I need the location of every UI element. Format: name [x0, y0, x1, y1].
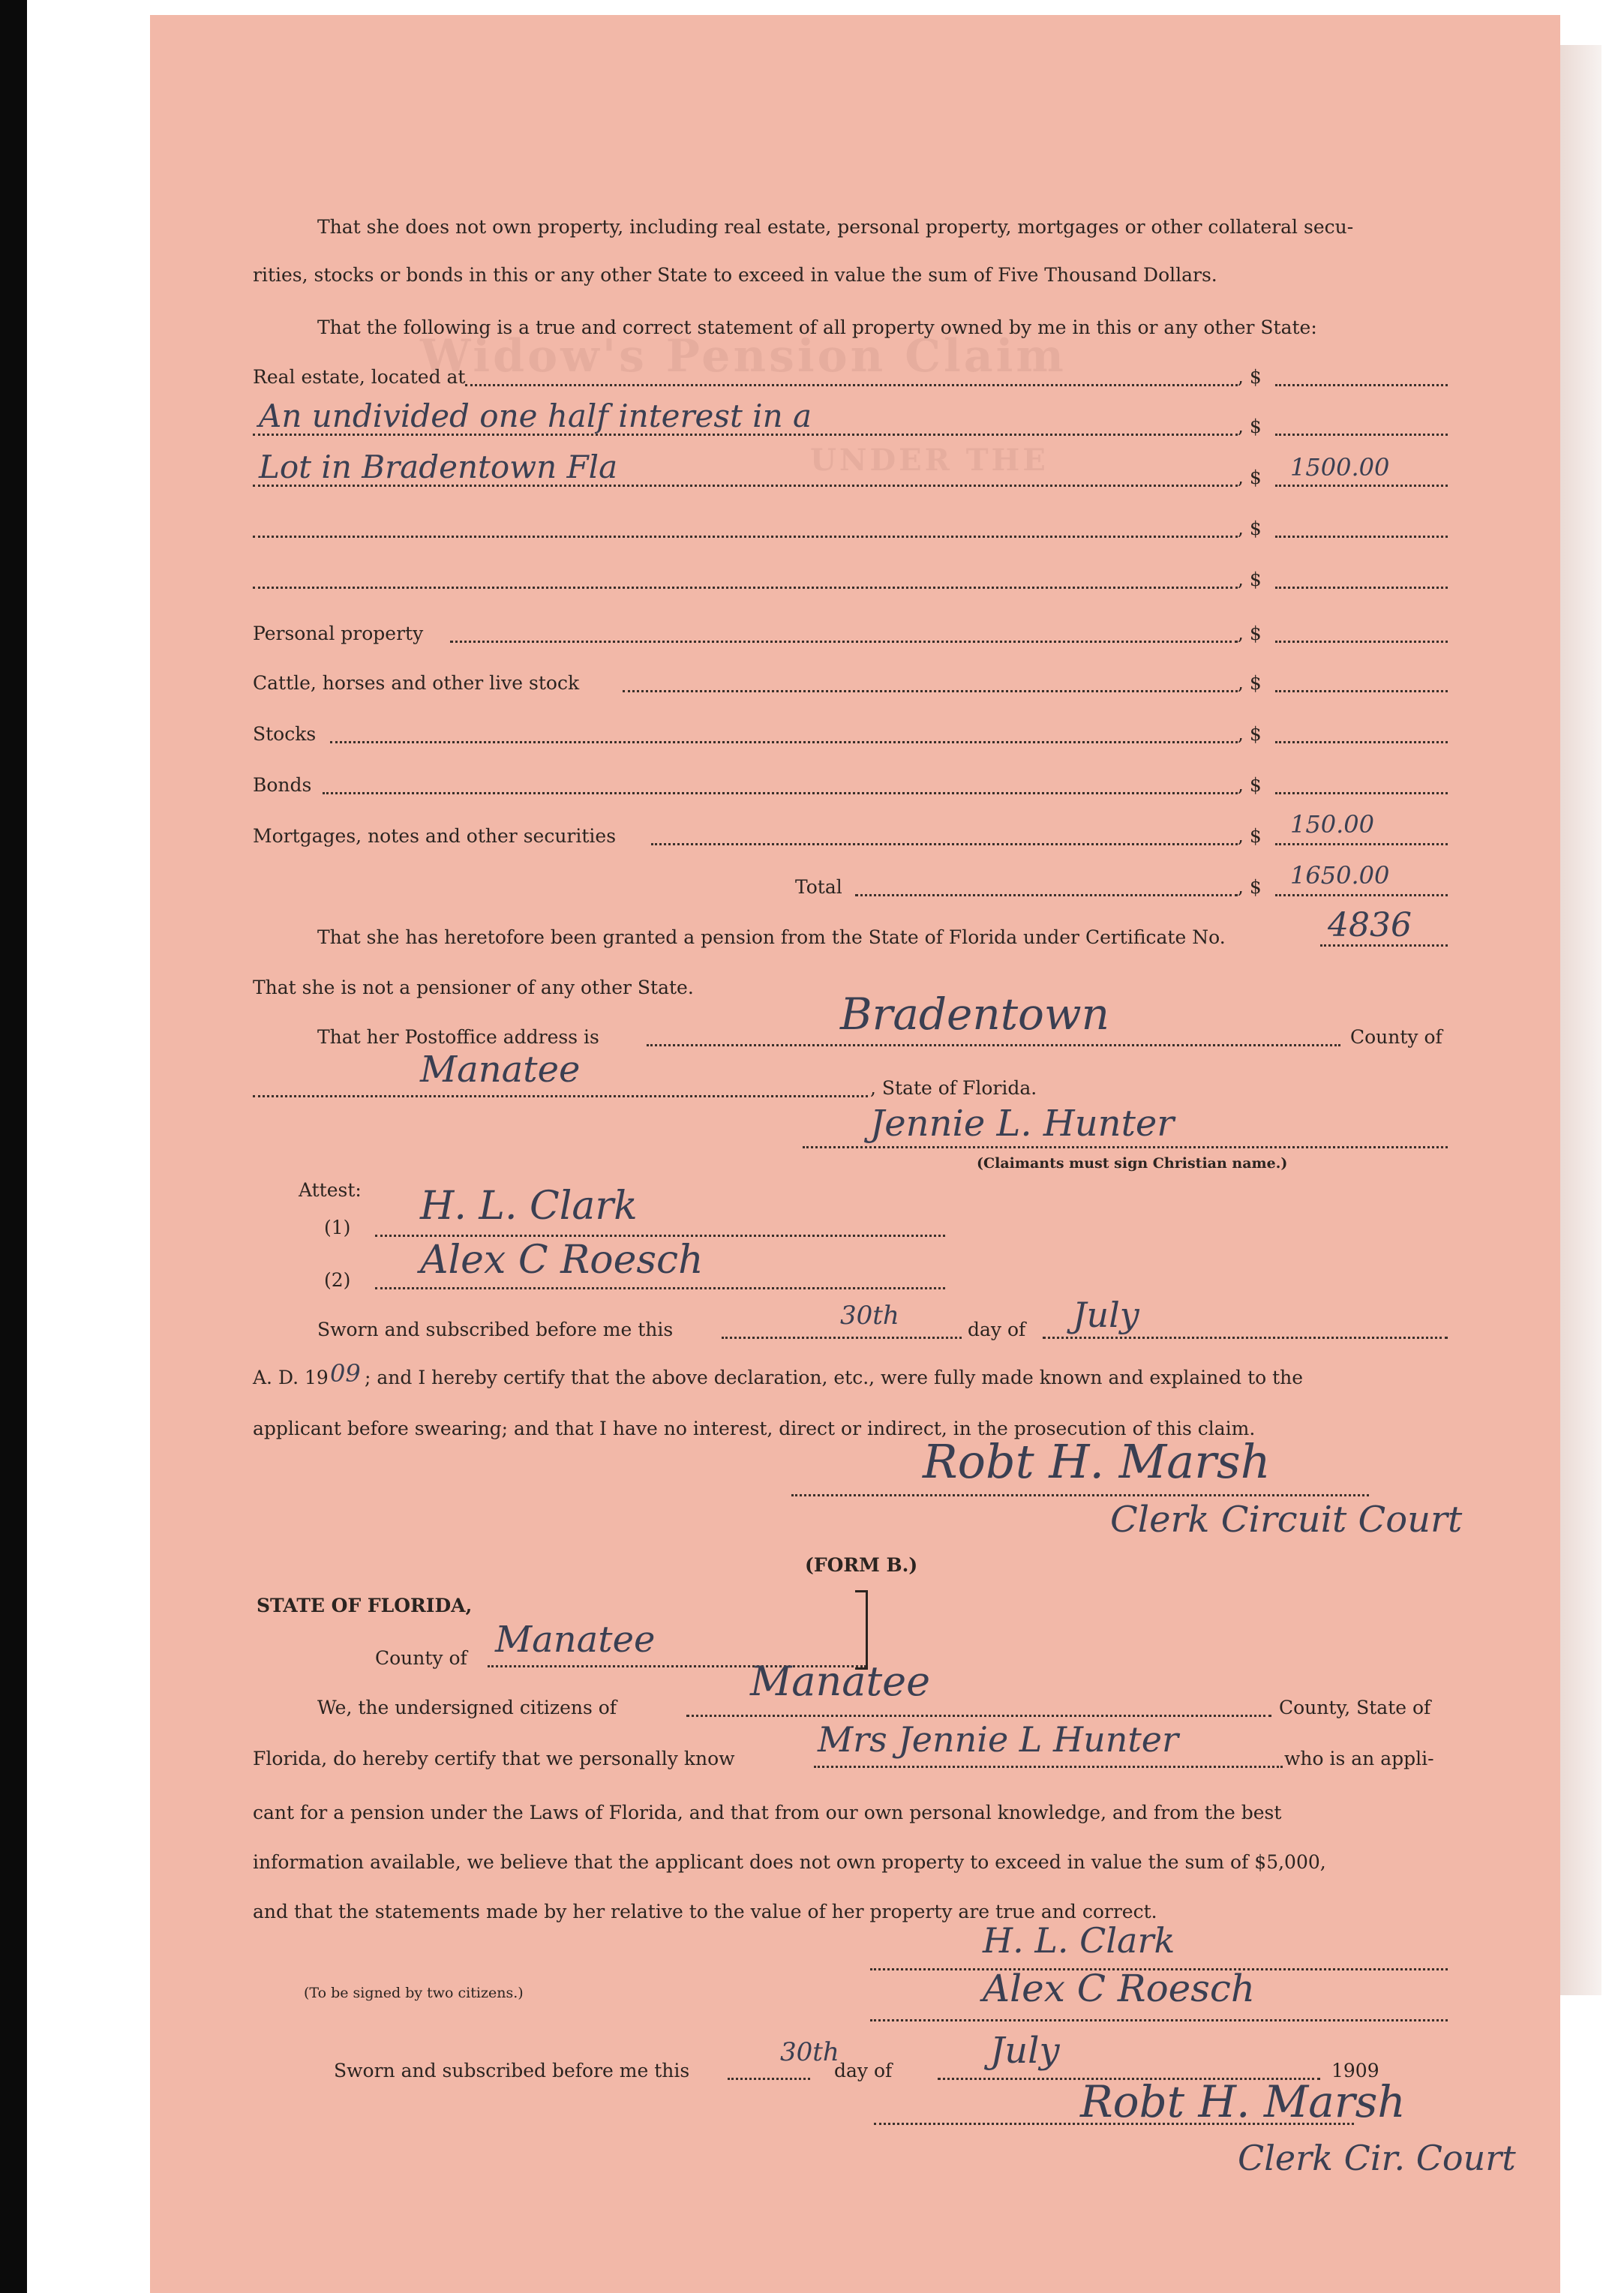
sworn1-day-of: day of [968, 1319, 1026, 1340]
address-state: , State of Florida. [870, 1077, 1037, 1099]
attest-dots-1 [375, 1235, 945, 1237]
amount-dots [1275, 792, 1448, 794]
certificate-text: That she has heretofore been granted a pension from the State of Florida under Certificate No. [317, 926, 1226, 948]
para1-line2: rities, stocks or bonds in this or any other State to exceed in value the sum of Five Thousand Dollars. [253, 264, 1217, 286]
address-city: Bradentown [840, 989, 1109, 1040]
county-of-label: County of [375, 1647, 467, 1669]
total-label: Total [795, 876, 842, 898]
personal-property-label: Personal property [253, 623, 424, 644]
citizen-signature-2: Alex C Roesch [983, 1967, 1256, 2010]
cert-line5: and that the statements made by her relative to the value of her property are true and correct. [253, 1901, 1157, 1922]
attest-label: Attest: [299, 1179, 362, 1201]
address-dots [647, 1044, 1340, 1046]
cert-line1-prefix: We, the undersigned citizens of [317, 1697, 617, 1718]
clerk1-signature: Robt H. Marsh [923, 1434, 1271, 1489]
amount-dots [1275, 894, 1448, 896]
amount-dots [1275, 690, 1448, 692]
real-estate-handwritten-2: Lot in Bradentown Fla [259, 449, 618, 485]
citizen-signature-1: H. L. Clark [983, 1920, 1175, 1961]
citizen-dots-2 [870, 2019, 1448, 2021]
address-county-of: County of [1350, 1026, 1442, 1048]
row-dots [855, 894, 1238, 896]
county-dots [253, 1095, 868, 1097]
sworn2-day: 30th [780, 2037, 839, 2067]
sworn2-prefix: Sworn and subscribed before me this [334, 2060, 690, 2081]
row-dots [253, 485, 1238, 487]
clerk2-title: Clerk Cir. Court [1238, 2138, 1516, 2178]
scan-edge [0, 0, 27, 2293]
state-of-florida: STATE OF FLORIDA, [257, 1595, 473, 1616]
cert-county-dots [686, 1715, 1271, 1717]
ad-rest: ; and I hereby certify that the above declaration, etc., were fully made known and explained to the [365, 1367, 1304, 1388]
currency-mark: , $ [1238, 467, 1262, 488]
row-dots [651, 843, 1238, 845]
cert-line2-prefix: Florida, do hereby certify that we personally know [253, 1748, 735, 1769]
real-estate-handwritten-1: An undivided one half interest in a [259, 398, 812, 434]
clerk1-title: Clerk Circuit Court [1110, 1499, 1463, 1541]
bleed-through-title: Widow's Pension Claim [420, 330, 1067, 383]
address-county: Manatee [420, 1049, 581, 1091]
certificate-number: 4836 [1328, 906, 1412, 944]
amount-dots [1275, 536, 1448, 538]
cert-line1-suffix: County, State of [1279, 1697, 1431, 1718]
clerk1-dots [791, 1494, 1369, 1496]
currency-mark: , $ [1238, 518, 1262, 539]
currency-mark: , $ [1238, 366, 1262, 388]
sworn1-month: July [1073, 1295, 1139, 1335]
bonds-label: Bonds [253, 774, 312, 796]
sworn1-day: 30th [840, 1301, 899, 1331]
currency-mark: , $ [1238, 723, 1262, 745]
currency-mark: , $ [1238, 876, 1262, 898]
amount-dots [1275, 587, 1448, 589]
currency-mark: , $ [1238, 774, 1262, 796]
mortgages-amount: 150.00 [1290, 810, 1374, 839]
sworn2-day-of: day of [834, 2060, 893, 2081]
para1-line1: That she does not own property, including real estate, personal property, mortgages or other collateral secu- [317, 216, 1354, 238]
currency-mark: , $ [1238, 569, 1262, 590]
mortgages-label: Mortgages, notes and other securities [253, 825, 617, 847]
amount-dots [1275, 641, 1448, 643]
address-prefix: That her Postoffice address is [317, 1026, 599, 1048]
para2: That the following is a true and correct statement of all property owned by me in this or any other State: [317, 317, 1317, 338]
claimant-caption: (Claimants must sign Christian name.) [977, 1155, 1288, 1172]
total-amount: 1650.00 [1290, 861, 1390, 890]
ad-prefix: A. D. 19 [253, 1367, 329, 1388]
sworn1-month-dots [1043, 1337, 1448, 1339]
attest-number-2: (2) [324, 1269, 351, 1291]
cert-line4: information available, we believe that the applicant does not own property to exceed in value the sum of $5,000, [253, 1851, 1326, 1873]
sworn1-prefix: Sworn and subscribed before me this [317, 1319, 674, 1340]
amount-dots [1275, 434, 1448, 436]
plastic-sleeve-edge [1556, 45, 1601, 1995]
claimant-signature: Jennie L. Hunter [870, 1103, 1175, 1145]
real-estate-amount: 1500.00 [1290, 453, 1390, 482]
cert-name-dots [814, 1766, 1283, 1768]
sworn2-month: July [990, 2030, 1060, 2072]
cert-line1-county: Manatee [750, 1658, 931, 1705]
attest-signature-2: Alex C Roesch [420, 1238, 704, 1283]
amount-dots [1275, 485, 1448, 487]
citizens-caption: (To be signed by two citizens.) [304, 1985, 524, 2001]
not-pensioner: That she is not a pensioner of any other State. [253, 977, 694, 998]
claimant-dots [803, 1146, 1448, 1148]
attest-signature-1: H. L. Clark [420, 1184, 638, 1229]
cert-line3: cant for a pension under the Laws of Florida, and that from our own personal knowledge, and from the best [253, 1802, 1282, 1823]
clerk2-signature: Robt H. Marsh [1080, 2076, 1406, 2127]
row-dots [323, 792, 1238, 794]
currency-mark: , $ [1238, 825, 1262, 847]
attest-number-1: (1) [324, 1217, 351, 1238]
row-dots [253, 434, 1238, 436]
form-b-county: Manatee [495, 1619, 656, 1661]
attest-dots-2 [375, 1287, 945, 1289]
applicant-line: applicant before swearing; and that I have no interest, direct or indirect, in the prosecution of this claim. [253, 1418, 1256, 1439]
currency-mark: , $ [1238, 623, 1262, 644]
currency-mark: , $ [1238, 672, 1262, 694]
sworn1-day-dots [722, 1337, 962, 1339]
row-dots [330, 741, 1238, 743]
row-dots [450, 641, 1238, 643]
cert-line2-suffix: who is an appli- [1284, 1748, 1434, 1769]
amount-dots [1275, 384, 1448, 386]
row-dots [253, 587, 1238, 589]
stocks-label: Stocks [253, 723, 317, 745]
cert-line2-name: Mrs Jennie L Hunter [818, 1719, 1179, 1760]
bleed-through-subtitle: UNDER THE [810, 443, 1049, 478]
sworn2-year: 1909 [1331, 2060, 1379, 2081]
cattle-label: Cattle, horses and other live stock [253, 672, 580, 694]
form-b-heading: (FORM B.) [805, 1554, 918, 1576]
amount-dots [1275, 741, 1448, 743]
row-dots [623, 690, 1238, 692]
certificate-dots [1320, 944, 1448, 947]
real-estate-dots [465, 384, 1238, 386]
sworn2-day-dots [728, 2078, 810, 2080]
amount-dots [1275, 843, 1448, 845]
row-dots [253, 536, 1238, 538]
ad-year: 09 [330, 1359, 361, 1388]
currency-mark: , $ [1238, 416, 1262, 437]
real-estate-label: Real estate, located at [253, 366, 466, 388]
